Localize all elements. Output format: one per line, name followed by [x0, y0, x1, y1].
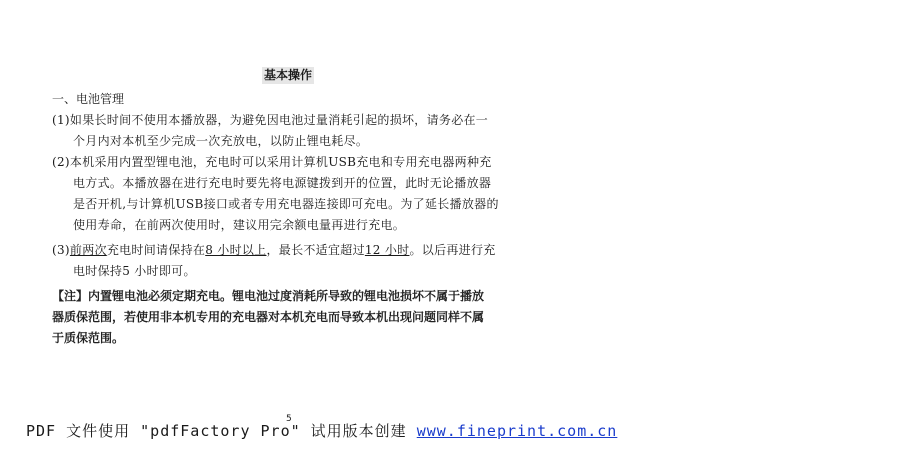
- footer-link[interactable]: www.fineprint.com.cn: [416, 422, 618, 440]
- item-3-underlined-8-hours: 8 小时以上: [205, 243, 267, 257]
- item-1-line-2: 个月内对本机至少完成一次充放电，以防止锂电耗尽。: [73, 134, 369, 148]
- note-line-3: 于质保范围。: [52, 331, 125, 345]
- item-3-underlined-12-hours: 12 小时: [364, 243, 410, 257]
- item-3-text-c: 。以后再进行充: [409, 243, 496, 257]
- item-3-text-a: 充电时间请保持在: [106, 243, 206, 257]
- note-block: [52, 286, 532, 349]
- page-number: 5: [286, 414, 292, 424]
- item-2-line-2: 电方式。本播放器在进行充电时要先将电源键拨到开的位置，此时无论播放器: [73, 176, 492, 190]
- note-line-2: 器质保范围，若使用非本机专用的充电器对本机充电而导致本机出现问题同样不属: [52, 310, 485, 324]
- item-2-line-3: 是否开机,与计算机USB接口或者专用充电器连接即可充电。为了延长播放器的: [73, 197, 499, 211]
- item-2-line-1: (2)本机采用内置型锂电池，充电时可以采用计算机USB充电和专用充电器两种充: [52, 155, 492, 169]
- item-3-line-2: 电时保持5 小时即可。: [73, 264, 196, 278]
- list-item: [52, 240, 532, 282]
- list-item: [52, 152, 532, 236]
- page-title: 基本操作: [264, 68, 313, 82]
- item-3-underlined-first-two: 前两次: [69, 243, 107, 257]
- note-line-1: 【注】内置锂电池必须定期充电。锂电池过度消耗所导致的锂电池损坏不属于播放: [52, 289, 485, 303]
- list-item: [52, 110, 532, 152]
- item-3-line-1: [52, 240, 532, 261]
- item-2-line-4: 使用寿命，在前两次使用时，建议用完余额电量再进行充电。: [73, 218, 406, 232]
- item-1-line-1: (1)如果长时间不使用本播放器，为避免因电池过量消耗引起的损坏，请务必在一: [52, 113, 489, 127]
- item-3-text-b: ，最长不适宜超过: [266, 243, 365, 257]
- section-heading: 一、电池管理: [52, 92, 125, 106]
- item-3-number: (3): [52, 243, 70, 257]
- footer-text: PDF 文件使用 "pdfFactory Pro" 试用版本创建: [26, 422, 417, 440]
- pdf-footer: [26, 421, 617, 441]
